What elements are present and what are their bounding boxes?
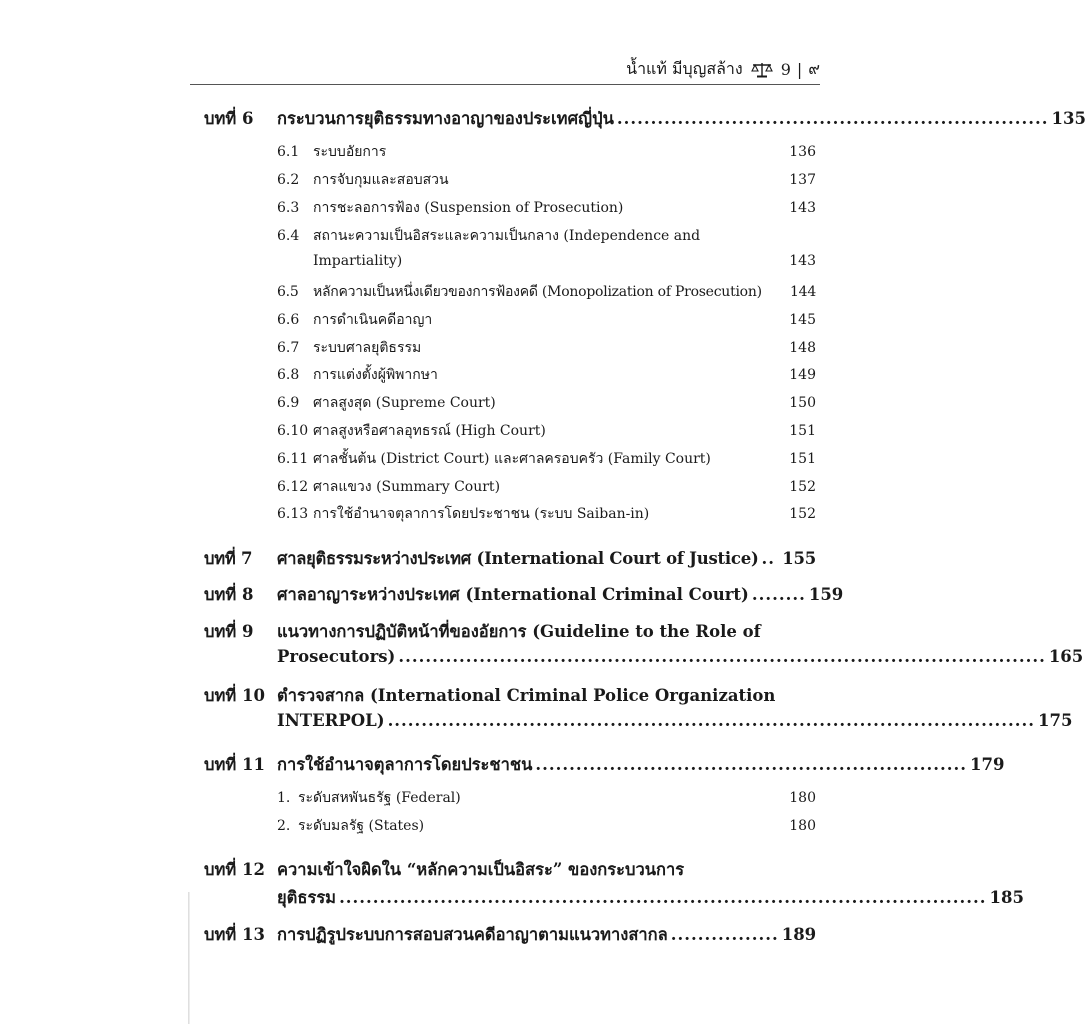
section-title-continued: Impartiality) xyxy=(313,253,403,269)
chapter-title: ศาลยุติธรรมระหว่างประเทศ (International Court of Justice) xyxy=(277,549,759,568)
toc-section-6-4[interactable] xyxy=(277,225,816,247)
header-thai-page-number: ๙ xyxy=(808,59,820,78)
section-title: ระดับมลรัฐ (States) xyxy=(298,818,425,834)
chapter-label: บทที่ 13 xyxy=(204,925,265,944)
chapter-title: การใช้อำนาจตุลาการโดยประชาชน xyxy=(277,755,533,774)
section-page: 180 xyxy=(789,790,816,806)
section-page: 143 xyxy=(789,253,816,269)
section-page: 152 xyxy=(789,479,816,495)
leader-dots: ........ xyxy=(751,585,806,604)
section-title: การดำเนินคดีอาญา xyxy=(313,312,433,328)
toc-section-6-10[interactable] xyxy=(277,420,816,442)
chapter-label: บทที่ 8 xyxy=(204,585,254,604)
section-page: 151 xyxy=(789,423,816,439)
section-number: 6.9 xyxy=(277,395,300,411)
leader-dots: .. xyxy=(761,549,776,568)
section-title: ศาลชั้นต้น (District Court) และศาลครอบครัว (Family Court) xyxy=(313,451,711,467)
chapter-page: 135 xyxy=(1051,109,1086,128)
header-title: น้ำแท้ มีบุญสล้าง xyxy=(626,59,743,78)
chapter-page: 159 xyxy=(808,585,844,604)
section-page: 152 xyxy=(789,506,816,522)
chapter-title-continued: ยุติธรรม xyxy=(277,888,337,907)
section-page: 143 xyxy=(789,200,816,216)
leader-dots: ................ xyxy=(670,925,779,944)
toc-section-11-1[interactable] xyxy=(277,787,816,809)
section-page: 148 xyxy=(789,340,816,356)
section-page: 137 xyxy=(789,172,816,188)
toc-section-11-2[interactable] xyxy=(277,815,816,837)
section-number: 6.6 xyxy=(277,312,300,328)
leader-dots: ................................................................................................ xyxy=(398,647,1046,666)
section-page: 150 xyxy=(789,395,816,411)
chapter-title: ตำรวจสากล (International Criminal Police Organization xyxy=(277,686,776,705)
section-title: ระดับสหพันธรัฐ (Federal) xyxy=(298,790,461,806)
section-number: 6.4 xyxy=(277,228,300,244)
page-header xyxy=(190,52,820,85)
chapter-title-continued: INTERPOL) xyxy=(277,711,385,730)
chapter-title-continued: Prosecutors) xyxy=(277,647,396,666)
toc-chapter-7[interactable] xyxy=(204,546,816,572)
header-right xyxy=(626,57,820,82)
toc-section-6-13[interactable] xyxy=(277,503,816,525)
leader-dots: ................................................................ xyxy=(616,109,1049,128)
leader-dots: ................................................................ xyxy=(535,755,967,774)
chapter-label: บทที่ 9 xyxy=(204,622,254,641)
toc-chapter-11[interactable] xyxy=(204,752,1005,778)
section-title: ระบบศาลยุติธรรม xyxy=(313,340,422,356)
chapter-title: ศาลอาญาระหว่างประเทศ (International Criminal Court) xyxy=(277,585,749,604)
header-separator: | xyxy=(796,60,803,79)
chapter-title: ความเข้าใจผิดใน “หลักความเป็นอิสระ” ของกระบวนการ xyxy=(277,860,685,879)
toc-section-6-4-continued[interactable] xyxy=(313,253,816,269)
toc-section-6-3[interactable] xyxy=(277,197,816,219)
toc-chapter-10[interactable] xyxy=(204,683,816,709)
toc-section-6-2[interactable] xyxy=(277,169,816,191)
section-number: 6.11 xyxy=(277,451,309,467)
toc-section-6-1[interactable] xyxy=(277,141,816,163)
section-page: 151 xyxy=(789,451,816,467)
chapter-label: บทที่ 12 xyxy=(204,860,265,879)
chapter-page: 155 xyxy=(782,549,816,568)
toc-chapter-12[interactable] xyxy=(204,857,816,883)
chapter-page: 175 xyxy=(1038,711,1073,730)
chapter-page: 189 xyxy=(781,925,817,944)
section-title: ศาลสูงสุด (Supreme Court) xyxy=(313,395,496,411)
scales-of-justice-icon xyxy=(751,61,773,79)
chapter-label: บทที่ 10 xyxy=(204,686,265,705)
section-number: 6.13 xyxy=(277,506,309,522)
section-number: 6.12 xyxy=(277,479,309,495)
section-title: การชะลอการฟ้อง (Suspension of Prosecution) xyxy=(313,200,624,216)
section-number: 1. xyxy=(277,790,291,806)
toc-section-6-6[interactable] xyxy=(277,309,816,331)
section-title: ศาลสูงหรือศาลอุทธรณ์ (High Court) xyxy=(313,423,546,439)
section-number: 6.7 xyxy=(277,340,300,356)
section-page: 145 xyxy=(789,312,816,328)
section-number: 6.10 xyxy=(277,423,309,439)
chapter-page: 165 xyxy=(1048,647,1084,666)
chapter-label: บทที่ 6 xyxy=(204,109,254,128)
chapter-title: การปฏิรูประบบการสอบสวนคดีอาญาตามแนวทางสากล xyxy=(277,925,668,944)
section-title: การจับกุมและสอบสวน xyxy=(313,172,449,188)
section-number: 2. xyxy=(277,818,291,834)
section-title: การใช้อำนาจตุลาการโดยประชาชน (ระบบ Saiban-in) xyxy=(313,506,650,522)
chapter-title: แนวทางการปฏิบัติหน้าที่ของอัยการ (Guideline to the Role of xyxy=(277,622,761,641)
toc-section-6-7[interactable] xyxy=(277,337,816,359)
section-title: หลักความเป็นหนึ่งเดียวของการฟ้องคดี (Monopolization of Prosecution) xyxy=(313,284,762,300)
toc-section-6-8[interactable] xyxy=(277,364,816,386)
header-page-number: 9 xyxy=(780,60,791,79)
leader-dots: ................................................................................................ xyxy=(339,888,987,907)
chapter-label: บทที่ 7 xyxy=(204,549,253,568)
section-title: การแต่งตั้งผู้พิพากษา xyxy=(313,367,438,383)
toc-section-6-9[interactable] xyxy=(277,392,816,414)
toc-chapter-12-continued[interactable] xyxy=(277,885,1024,911)
section-title: ศาลแขวง (Summary Court) xyxy=(313,479,501,495)
section-number: 6.5 xyxy=(277,284,299,300)
chapter-title: กระบวนการยุติธรรมทางอาญาของประเทศญี่ปุ่น xyxy=(277,109,614,128)
toc-chapter-9[interactable] xyxy=(204,619,816,645)
toc-chapter-10-continued[interactable] xyxy=(277,711,1073,730)
toc-section-6-12[interactable] xyxy=(277,476,816,498)
chapter-label: บทที่ 11 xyxy=(204,755,265,774)
toc-chapter-9-continued[interactable] xyxy=(277,647,1084,666)
leader-dots: ................................................................................................ xyxy=(387,711,1036,730)
section-number: 6.8 xyxy=(277,367,300,383)
toc-chapter-6[interactable] xyxy=(204,106,1086,132)
section-page: 136 xyxy=(789,144,816,160)
toc-section-6-5[interactable] xyxy=(277,281,816,303)
toc-section-6-11[interactable] xyxy=(277,448,816,470)
toc-chapter-8[interactable] xyxy=(204,582,844,608)
section-number: 6.3 xyxy=(277,200,300,216)
section-number: 6.1 xyxy=(277,144,300,160)
section-page: 149 xyxy=(789,367,816,383)
section-number: 6.2 xyxy=(277,172,300,188)
chapter-page: 179 xyxy=(970,755,1005,774)
book-spine-shadow xyxy=(188,892,190,1024)
section-title: สถานะความเป็นอิสระและความเป็นกลาง (Independence and xyxy=(313,228,701,244)
section-title: ระบบอัยการ xyxy=(313,144,387,160)
section-page: 144 xyxy=(790,284,816,300)
toc-chapter-13[interactable] xyxy=(204,922,816,948)
chapter-page: 185 xyxy=(989,888,1024,907)
section-page: 180 xyxy=(789,818,816,834)
